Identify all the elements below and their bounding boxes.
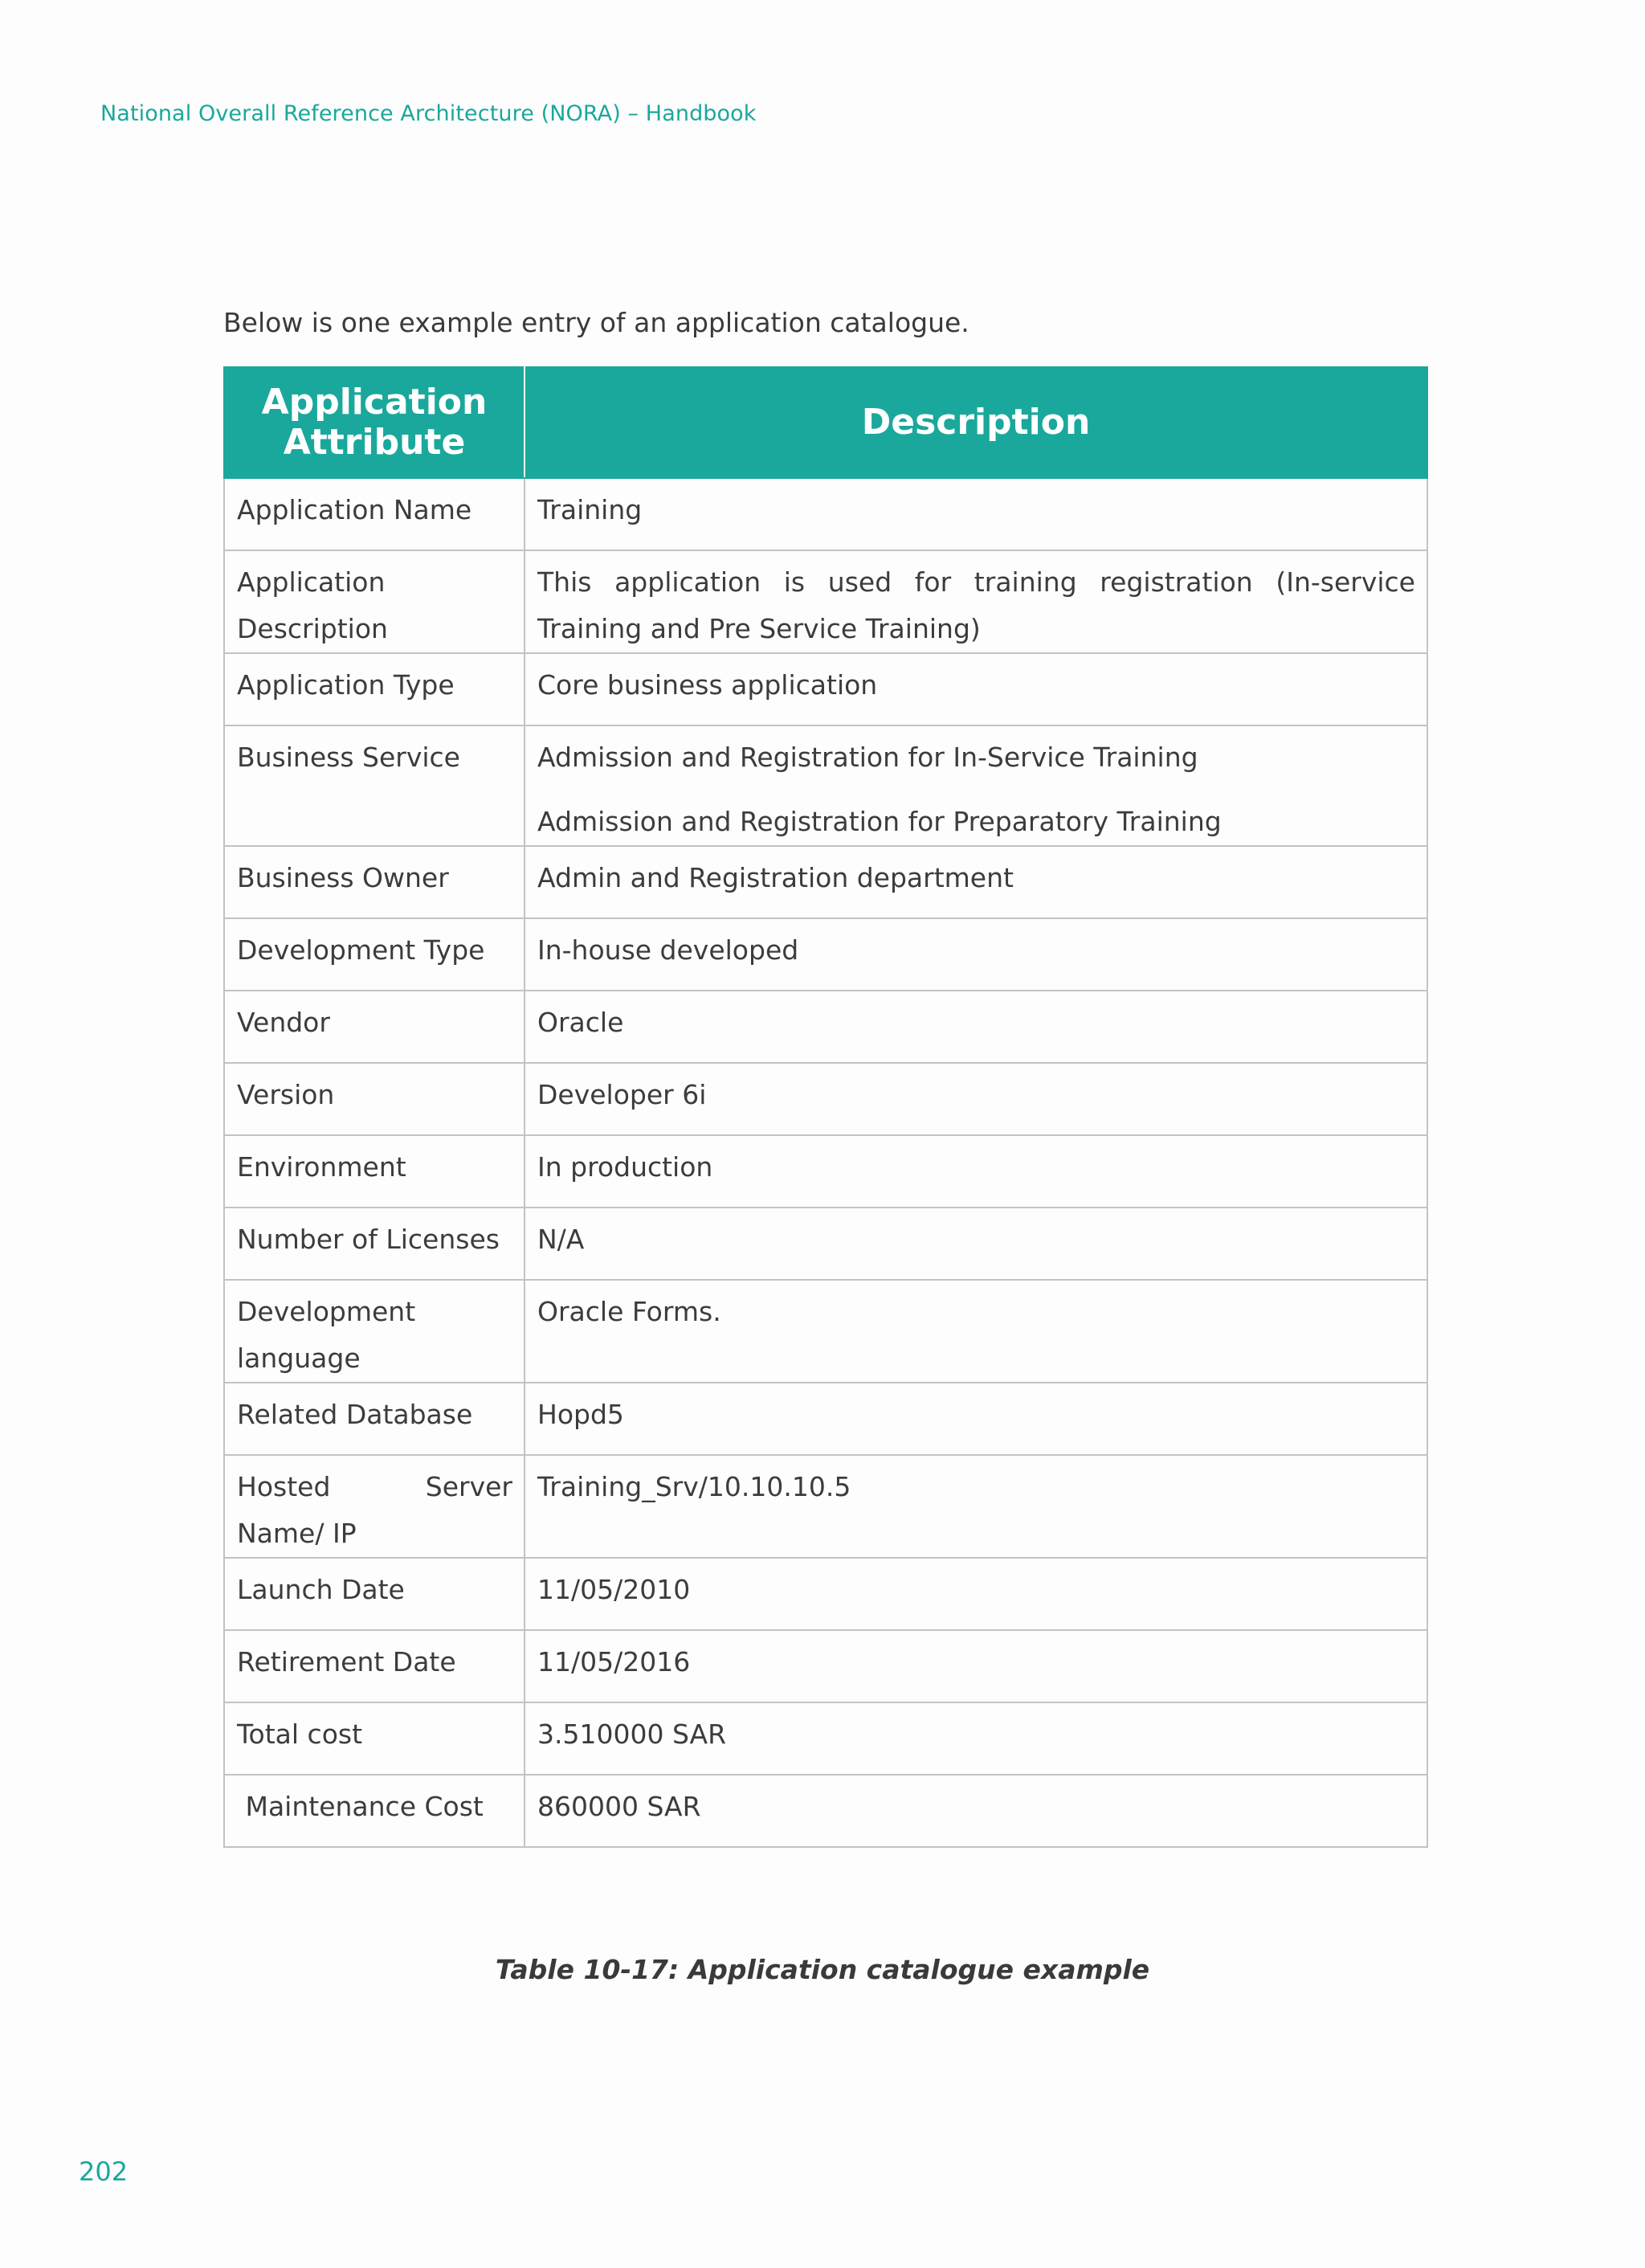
table-row: [224, 1280, 1427, 1383]
table-header-row: [224, 367, 1427, 478]
attribute-cell: Maintenance Cost: [224, 1775, 525, 1847]
value-line-2: Admission and Registration for Preparatory Training: [537, 806, 1222, 837]
table-row: [224, 1775, 1427, 1847]
page-number: 202: [79, 2156, 129, 2187]
table-row: [224, 1630, 1427, 1702]
value-line-1: Admission and Registration for In-Service Training: [537, 742, 1198, 773]
attribute-cell: Total cost: [224, 1702, 525, 1775]
value-cell: Core business application: [525, 653, 1427, 725]
running-header: National Overall Reference Architecture (NORA) – Handbook: [100, 101, 757, 126]
table-row: [224, 846, 1427, 918]
value-cell: 11/05/2010: [525, 1558, 1427, 1630]
intro-paragraph: Below is one example entry of an application catalogue.: [223, 307, 969, 338]
attribute-cell: Related Database: [224, 1383, 525, 1455]
attribute-cell: Business Owner: [224, 846, 525, 918]
attribute-cell: Vendor: [224, 991, 525, 1063]
table-row: [224, 1455, 1427, 1558]
value-cell: 860000 SAR: [525, 1775, 1427, 1847]
value-cell: Admin and Registration department: [525, 846, 1427, 918]
value-cell: 11/05/2016: [525, 1630, 1427, 1702]
value-cell: N/A: [525, 1208, 1427, 1280]
value-cell: In-house developed: [525, 918, 1427, 991]
value-cell: Training_Srv/10.10.10.5: [525, 1455, 1427, 1558]
table-caption: Table 10-17: Application catalogue example: [495, 1954, 1150, 1985]
table-row: [224, 550, 1427, 653]
table-row: [224, 1063, 1427, 1135]
value-cell: 3.510000 SAR: [525, 1702, 1427, 1775]
value-cell: Training: [525, 478, 1427, 550]
table-row: [224, 991, 1427, 1063]
attribute-cell: Application Type: [224, 653, 525, 725]
attribute-cell: Business Service: [224, 725, 525, 846]
attribute-cell: Hosted Server Name/ IP: [224, 1455, 525, 1558]
table-row: [224, 1702, 1427, 1775]
value-cell: This application is used for training registration (In-service Training and Pre Service Training): [525, 550, 1427, 653]
attribute-cell: Launch Date: [224, 1558, 525, 1630]
table-row: [224, 1208, 1427, 1280]
attribute-cell: Application Name: [224, 478, 525, 550]
table-row: [224, 1135, 1427, 1208]
value-cell: Developer 6i: [525, 1063, 1427, 1135]
table-row: [224, 918, 1427, 991]
application-catalogue-table: [223, 366, 1428, 1848]
attribute-cell: Application Description: [224, 550, 525, 653]
table-row: [224, 478, 1427, 550]
value-cell: Hopd5: [525, 1383, 1427, 1455]
value-cell: [525, 725, 1427, 846]
value-cell: Oracle Forms.: [525, 1280, 1427, 1383]
column-header-attribute: Application Attribute: [224, 367, 525, 478]
attribute-cell: Version: [224, 1063, 525, 1135]
table-row: [224, 725, 1427, 846]
attribute-cell: Number of Licenses: [224, 1208, 525, 1280]
table-row: [224, 653, 1427, 725]
attribute-cell: Development language: [224, 1280, 525, 1383]
attribute-cell: Environment: [224, 1135, 525, 1208]
value-cell: In production: [525, 1135, 1427, 1208]
table-row: [224, 1383, 1427, 1455]
attribute-cell: Retirement Date: [224, 1630, 525, 1702]
value-cell: Oracle: [525, 991, 1427, 1063]
column-header-description: Description: [525, 367, 1427, 478]
attribute-cell: Development Type: [224, 918, 525, 991]
table-row: [224, 1558, 1427, 1630]
